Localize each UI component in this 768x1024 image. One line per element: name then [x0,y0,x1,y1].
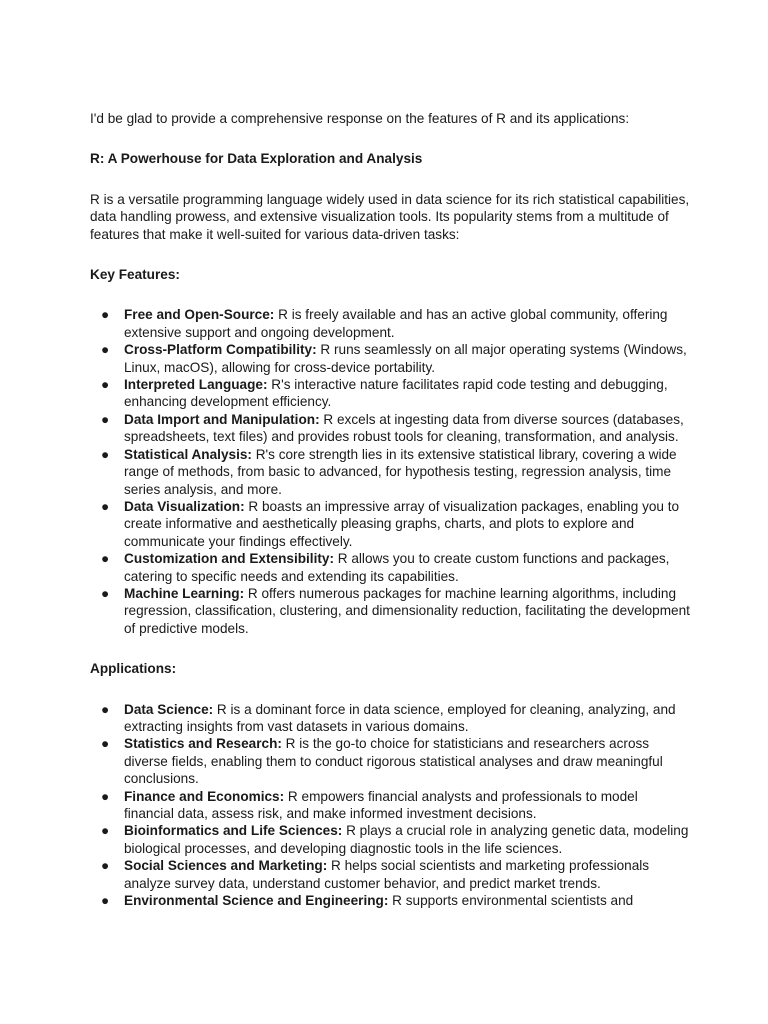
list-item-text: R is freely available and has an active global community, offering extensive support and ongoing development. [124,307,668,340]
bullet-icon: ● [101,585,110,601]
list-item-term: Free and Open-Source: [124,307,275,323]
list-item-text: R's core strength lies in its extensive statistical library, covering a wide range of methods, from basic to advanced, for hypothesis testing, regression analysis, time series analysis, and more. [124,446,677,497]
bullet-icon: ● [101,551,110,567]
bullet-icon: ● [101,377,110,393]
feature-item [90,550,690,585]
applications-list [90,701,690,910]
feature-item [90,498,690,550]
list-item-text: R plays a crucial role in analyzing genetic data, modeling biological processes, and developing diagnostic tools in the life sciences. [124,823,689,856]
application-item [90,735,690,787]
list-item-term: Environmental Science and Engineering: [124,893,389,909]
list-item-term: Cross-Platform Compatibility: [124,342,317,358]
list-item-text: R is the go-to choice for statisticians and researchers across diverse fields, enabling them to conduct rigorous statistical analyses and draw meaningful conclusions. [124,736,663,787]
features-list [90,306,690,637]
bullet-icon: ● [101,858,110,874]
list-item-term: Data Science: [124,701,214,717]
bullet-icon: ● [101,307,110,323]
list-item-text: R's interactive nature facilitates rapid code testing and debugging, enhancing development efficiency. [124,377,668,410]
feature-item [90,376,690,411]
bullet-icon: ● [101,342,110,358]
list-item-text: R boasts an impressive array of visualization packages, enabling you to create informative and aesthetically pleasing graphs, charts, and plots to explore and communicate your findings effectively. [124,498,680,549]
bullet-icon: ● [101,498,110,514]
list-item-term: Customization and Extensibility: [124,551,334,567]
feature-item [90,411,690,446]
list-item-term: Data Visualization: [124,498,245,514]
application-item [90,892,690,909]
list-item-text: R supports environmental scientists and [388,893,634,909]
application-item [90,822,690,857]
list-item-term: Finance and Economics: [124,788,285,804]
bullet-icon: ● [101,788,110,804]
bullet-icon: ● [101,736,110,752]
list-item-text: R allows you to create custom functions and packages, catering to specific needs and extending its capabilities. [124,551,670,584]
bullet-icon: ● [101,411,110,427]
application-item [90,788,690,823]
bullet-icon: ● [101,701,110,717]
feature-item [90,341,690,376]
list-item-term: Bioinformatics and Life Sciences: [124,823,343,839]
list-item-term: Machine Learning: [124,585,245,601]
features-title: Key Features: [90,267,180,283]
application-item [90,857,690,892]
list-item-text: R excels at ingesting data from diverse sources (databases, spreadsheets, text files) and provides robust tools for cleaning, transformation, and analysis. [124,411,684,445]
feature-item [90,306,690,341]
list-item-text: R runs seamlessly on all major operating systems (Windows, Linux, macOS), allowing for cross-device portability. [124,342,687,375]
list-item-term: Statistics and Research: [124,736,282,752]
bullet-icon: ● [101,446,110,462]
list-item-term: Interpreted Language: [124,377,268,393]
list-item-term: Social Sciences and Marketing: [124,858,328,874]
applications-title: Applications: [90,661,177,677]
feature-item [90,446,690,498]
intro-text: I'd be glad to provide a comprehensive response on the features of R and its applications: [90,111,630,126]
bullet-icon: ● [101,823,110,839]
bullet-icon: ● [101,893,110,909]
list-item-text: R is a dominant force in data science, employed for cleaning, analyzing, and extracting insights from vast datasets in various domains. [124,701,676,734]
document-body [90,110,690,932]
list-item-term: Data Import and Manipulation: [124,411,320,427]
list-item-text: R offers numerous packages for machine learning algorithms, including regression, classification, clustering, and dimensionality reduction, facilitating the development of predictive models. [124,585,690,636]
list-item-text: R empowers financial analysts and professionals to model financial data, assess risk, and make informed investment decisions. [124,788,638,821]
intro-paragraph: R is a versatile programming language widely used in data science for its rich statistical capabilities, data handling prowess, and extensive visualization tools. Its popularity stems from a multitude of features that make it well-suited for various data-driven tasks: [90,191,690,242]
list-item-text: R helps social scientists and marketing professionals analyze survey data, understand customer behavior, and predict market trends. [124,858,650,891]
feature-item [90,585,690,637]
document-heading: R: A Powerhouse for Data Exploration and Analysis [90,151,423,167]
list-item-term: Statistical Analysis: [124,446,252,462]
application-item [90,701,690,736]
